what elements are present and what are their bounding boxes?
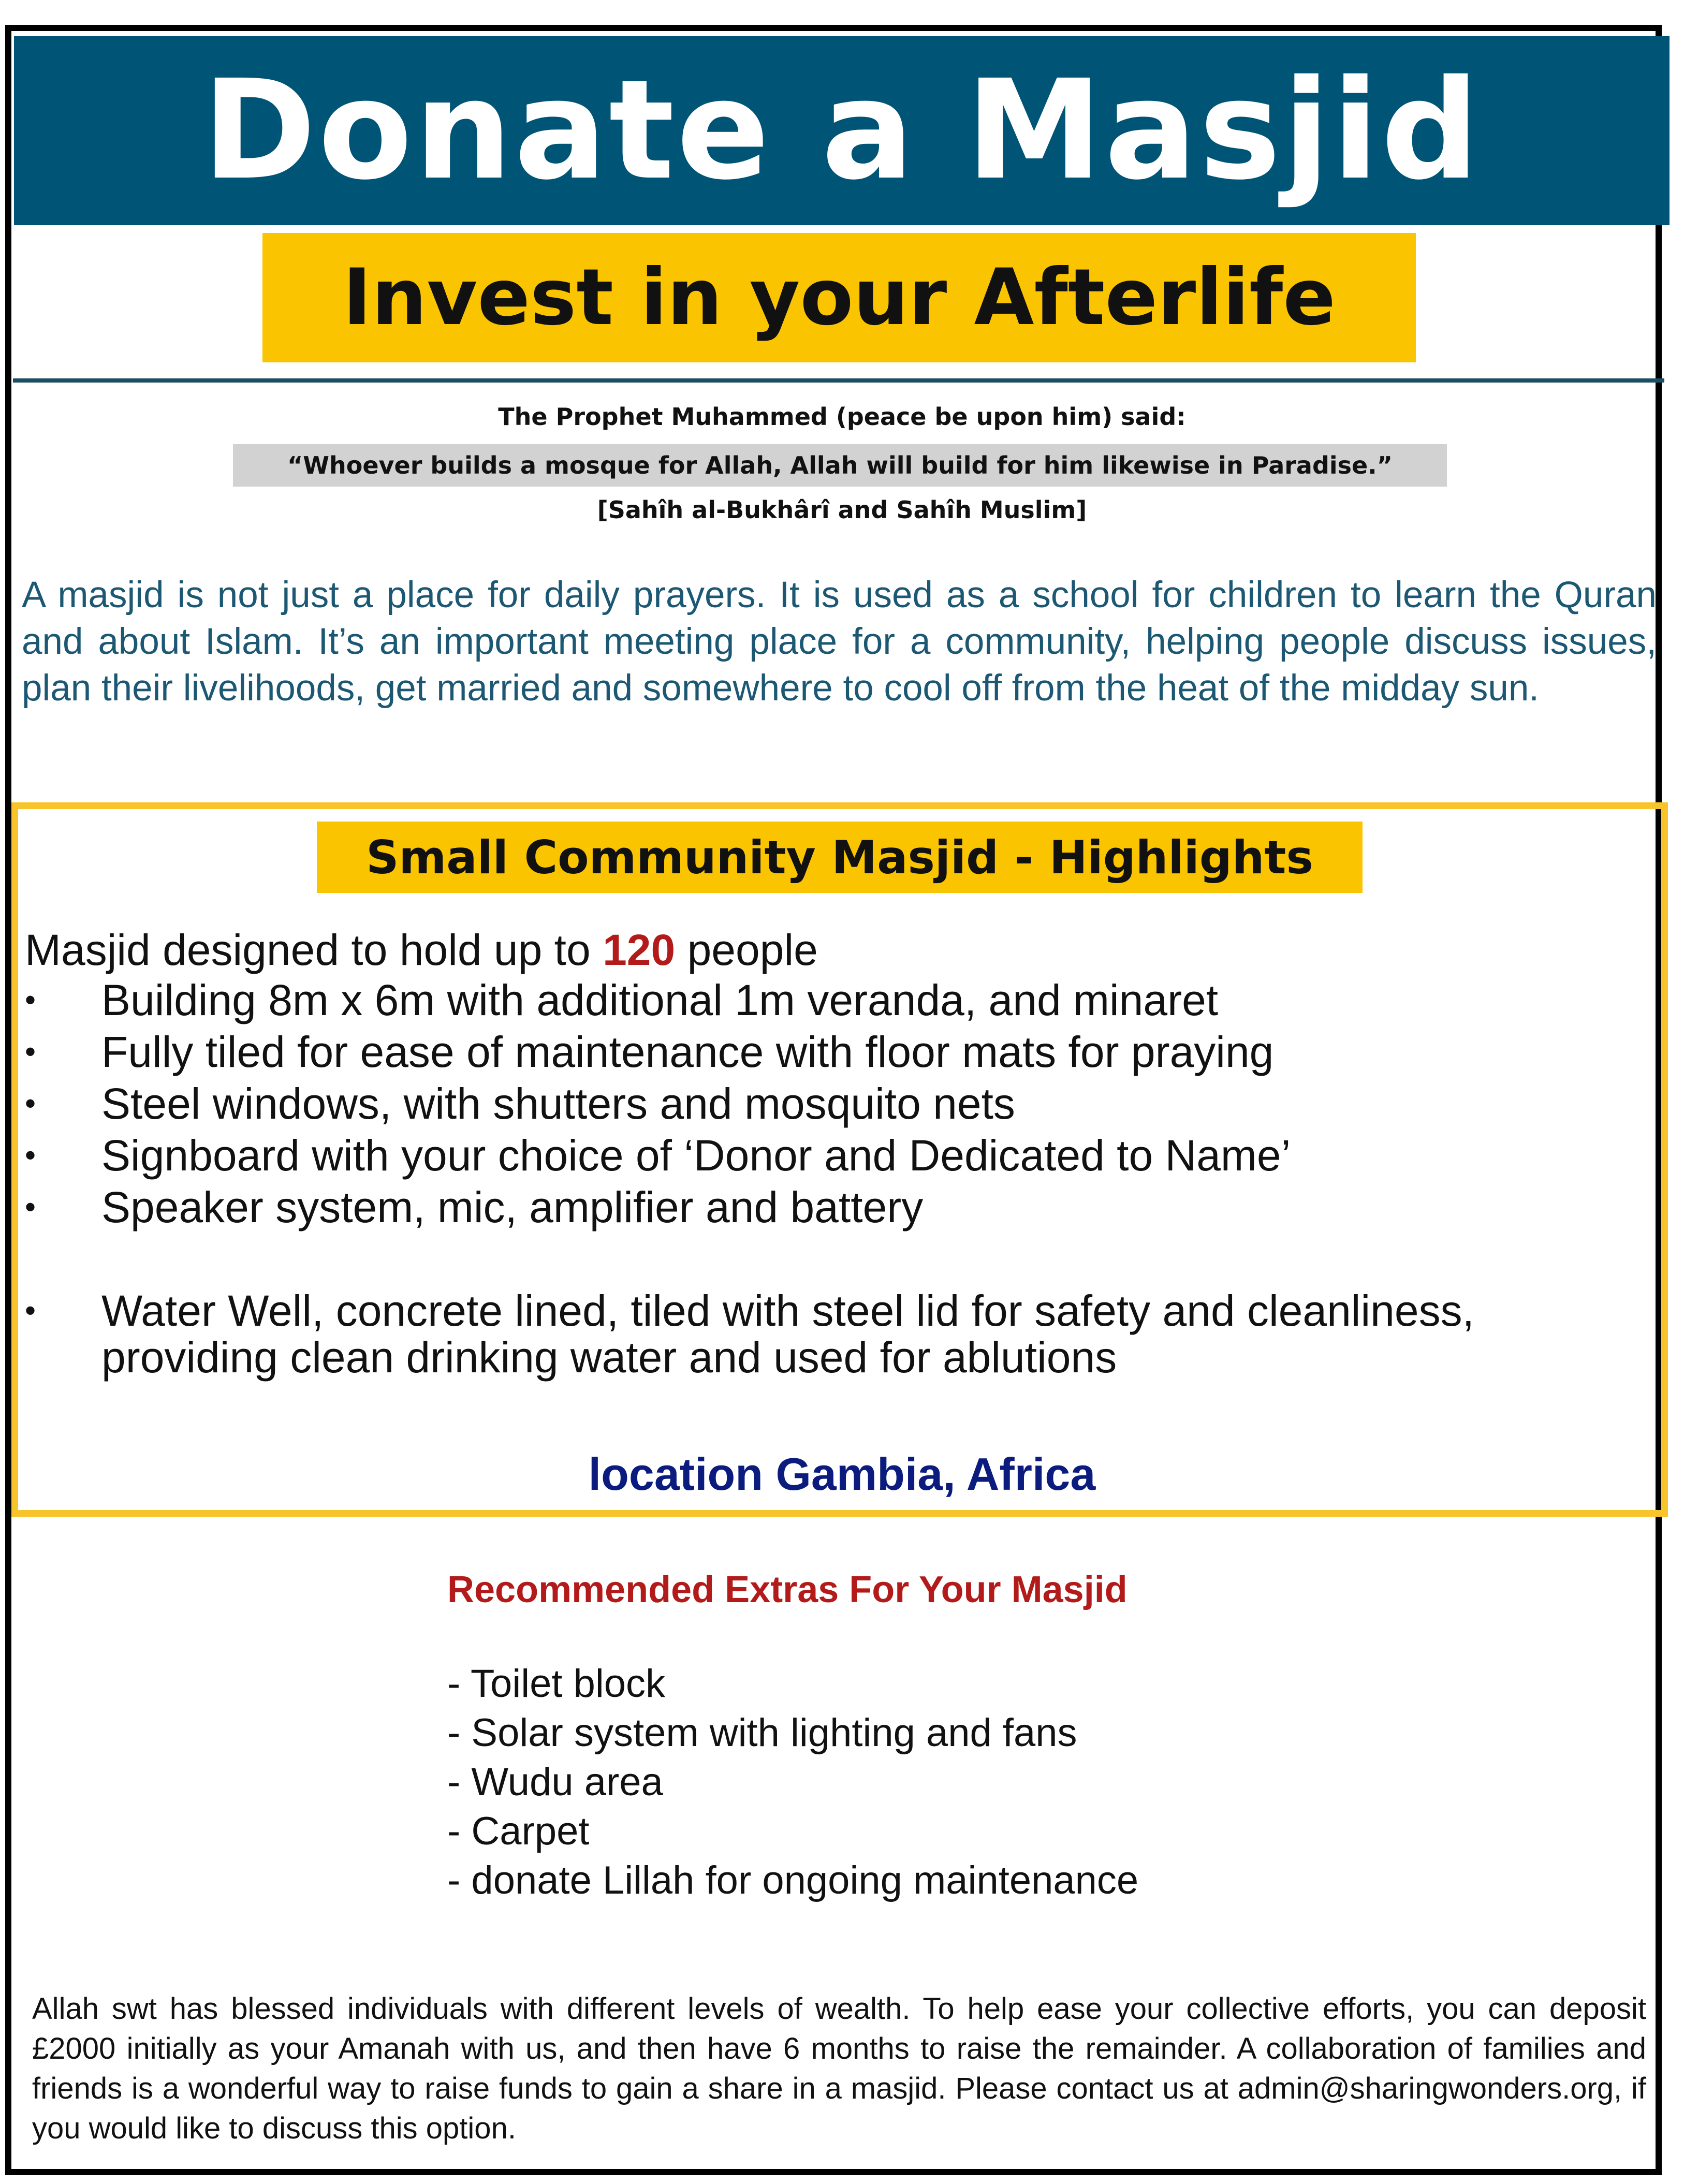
extras-item: - Toilet block: [447, 1662, 666, 1706]
capacity-suffix: people: [687, 926, 818, 974]
title-banner: [14, 36, 1670, 225]
divider: [13, 378, 1664, 383]
capacity-number: 120: [603, 926, 676, 974]
highlight-item-text: Water Well, concrete lined, tiled with steel lid for safety and cleanliness, providing clean drinking water and used for ablutions: [101, 1286, 1474, 1382]
bullet-icon: •: [25, 1086, 36, 1121]
bullet-icon: •: [25, 1190, 36, 1224]
extras-item: - Solar system with lighting and fans: [447, 1711, 1077, 1755]
highlight-item-text: Speaker system, mic, amplifier and battery: [101, 1183, 924, 1232]
capacity-prefix: Masjid designed to hold up to: [25, 926, 591, 974]
tagline: Invest in your Afterlife: [342, 253, 1336, 343]
extras-list: [447, 1659, 1138, 1905]
highlight-item-text: Building 8m x 6m with additional 1m veranda, and minaret: [101, 976, 1219, 1024]
hadith-intro: The Prophet Muhammed (peace be upon him) said:: [498, 403, 1186, 431]
page-title: Donate a Masjid: [202, 51, 1482, 210]
bullet-icon: •: [25, 1293, 36, 1328]
highlight-item-text: Steel windows, with shutters and mosquito nets: [101, 1079, 1015, 1128]
bullet-icon: •: [25, 1034, 36, 1069]
hadith-source: [Sahîh al-Bukhârî and Sahîh Muslim]: [597, 496, 1087, 524]
extras-item: - Carpet: [447, 1809, 590, 1853]
highlight-item-text: Fully tiled for ease of maintenance with floor mats for praying: [101, 1028, 1274, 1076]
extras-item: - donate Lillah for ongoing maintenance: [447, 1858, 1139, 1902]
footer-paragraph: Allah swt has blessed individuals with different levels of wealth. To help ease your collective efforts, you can deposit £2000 initially as your Amanah with us, and then have 6 months to raise the remainder. A collaboration of families and friends is a wonderful way to raise funds to gain a share in a masjid. Please contact us at admin@sharingwonders.org, if you would like to discuss this option.: [32, 1992, 1646, 2145]
hadith-quote: [233, 444, 1447, 487]
extras-item: - Wudu area: [447, 1760, 663, 1804]
bullet-icon: •: [25, 1138, 36, 1172]
bullet-icon: •: [25, 983, 36, 1017]
extras-title: Recommended Extras For Your Masjid: [447, 1569, 1127, 1610]
highlights-heading: [317, 822, 1363, 893]
intro-paragraph: A masjid is not just a place for daily prayers. It is used as a school for children to learn the Quran and about Islam. It’s an important meeting place for a community, helping people discuss issues, plan their livelihoods, get married and somewhere to cool off from the heat of the midday sun.: [22, 575, 1657, 709]
tagline-banner: [262, 233, 1416, 362]
location-text: location Gambia, Africa: [588, 1448, 1096, 1500]
hadith-quote-text: “Whoever builds a mosque for Allah, Allah will build for him likewise in Paradise.”: [287, 451, 1393, 479]
highlight-item-text: Signboard with your choice of ‘Donor and Dedicated to Name’: [101, 1131, 1291, 1180]
highlights-heading-text: Small Community Masjid - Highlights: [366, 830, 1313, 884]
capacity-line: [25, 925, 818, 975]
